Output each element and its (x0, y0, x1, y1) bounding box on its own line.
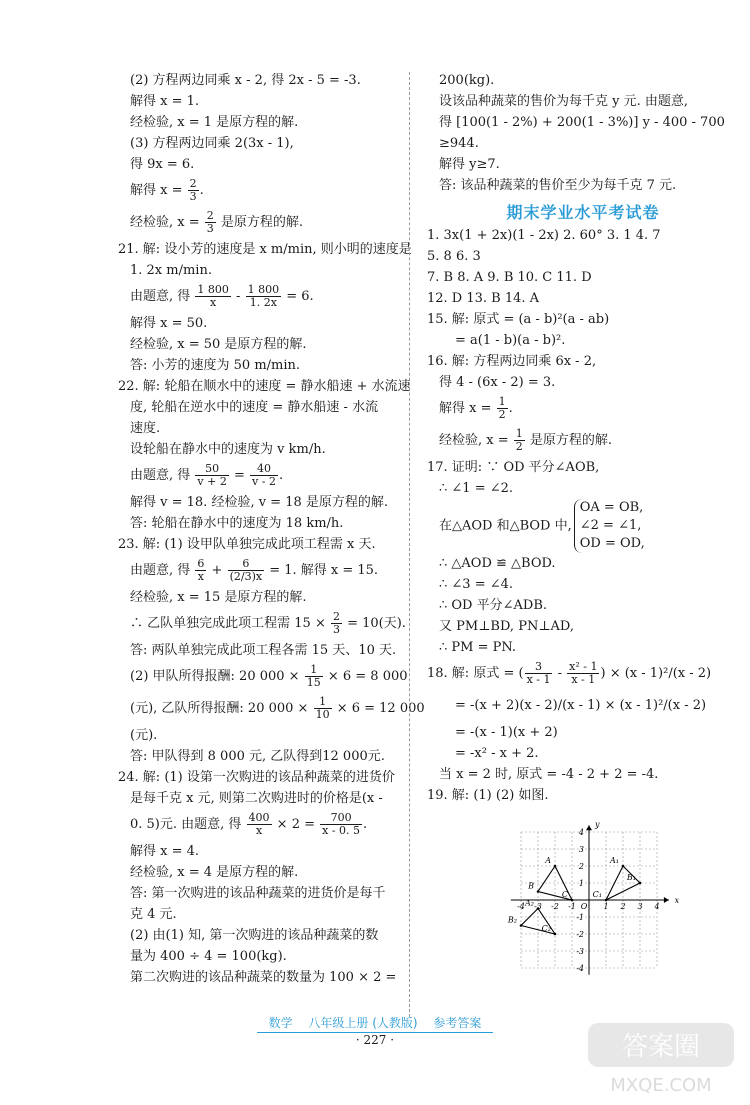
fraction: $\frac{40}{v - 2}$ (252, 462, 276, 488)
text-line: = -x² - x + 2. (455, 746, 539, 761)
text-line: 由题意, 得 $\frac{1 800}{x}$ - $\frac{1 800}{1. 2x}$ = 6. (130, 283, 314, 309)
text-line: 由题意, 得 $\frac{50}{v + 2}$ = $\frac{40}{v - 2}$ . (130, 462, 284, 488)
x-tick-label: -3 (534, 902, 542, 911)
fraction: $\frac{1}{2}$ (498, 395, 506, 421)
fraction: $\frac{\text{x² - 1}}{x - 1}$ (569, 660, 598, 686)
fraction: $\frac{1 800}{x}$ (197, 283, 229, 309)
text-line: = a(1 - b)(a - b)². (455, 333, 566, 348)
watermark-logo (586, 1019, 736, 1099)
fraction: $\frac{2}{3}$ (332, 610, 340, 636)
graph-axes (511, 825, 669, 975)
text-line: 又 PM⊥BD, PN⊥AD, (439, 619, 575, 634)
text-line: 速度. (130, 421, 161, 436)
fraction: $\frac{6}{x}$ (197, 557, 205, 583)
x-tick-label: 4 (654, 902, 660, 911)
text-line: ∴ OD 平分∠ADB. (439, 598, 548, 613)
text-line: 经检验, x = 15 是原方程的解. (130, 590, 307, 605)
text-line: 0. 5)元. 由题意, 得 $\frac{400}{x}$ × 2 = $\frac{700}{x - 0. 5}$ . (130, 811, 368, 837)
text-line: 经检验, x = $\frac{1}{2}$ 是原方程的解. (439, 427, 613, 453)
x-tick-label: 1 (603, 902, 609, 911)
text-line: 得 9x = 6. (130, 157, 195, 172)
y-tick-label: -2 (576, 930, 584, 939)
text-line: 24. 解: (1) 设第一次购进的该品种蔬菜的进货价 (118, 770, 395, 785)
y-axis-label: y (595, 820, 600, 830)
point-label: B₁ (626, 873, 636, 882)
graph-point (554, 933, 557, 936)
graph-point (554, 865, 557, 868)
text-line: = -(x + 2)(x - 2)/(x - 1) × (x - 1)²/(x - 2) (455, 698, 707, 713)
text-line: 解得 x = 50. (130, 316, 208, 331)
text-line: 22. 解: 轮船在顺水中的速度 = 静水船速 + 水流速 (118, 379, 411, 394)
text-line: 解得 y≥7. (439, 157, 500, 172)
text-line: 第二次购进的该品种蔬菜的数量为 100 × 2 = (130, 970, 397, 985)
right-column-bottom (427, 225, 739, 806)
text-line: ∴ 乙队单独完成此项工程需 15 × $\frac{2}{3}$ = 10(天). (130, 610, 406, 636)
x-tick-label: -4 (517, 902, 525, 911)
text-line: 18. 解: 原式 = ( $\frac{3}{x - 1}$ - $\frac{\text{x² - 1}}{x - 1}$ ) × (x - 1)²/(x - 2) (427, 660, 712, 686)
fraction: $\frac{1}{2}$ (515, 427, 523, 453)
footer-answers: 参考答案 (433, 1016, 482, 1030)
text-line: 得 4 - (6x - 2) = 3. (439, 375, 556, 390)
fraction: $\frac{400}{x}$ (248, 811, 270, 837)
point-label: A₂ (525, 898, 534, 908)
fraction: $\frac{1}{15}$ (306, 663, 321, 689)
footer-grade: 八年级上册 (人教版) (308, 1016, 418, 1030)
point-label: C₁ (592, 890, 602, 899)
text-line: ∴ PM = PN. (439, 640, 517, 655)
text-line: 答: 该品种蔬菜的售价至少为每千克 7 元. (439, 178, 677, 193)
text-line: 7. B 8. A 9. B 10. C 11. D (427, 270, 592, 285)
coordinate-graph (494, 820, 684, 1000)
x-tick-label: -2 (551, 902, 559, 911)
text-line: 解得 x = 1. (130, 94, 200, 109)
text-line: 答: 轮船在静水中的速度为 18 km/h. (130, 516, 344, 531)
fraction: $\frac{2}{3}$ (189, 177, 197, 203)
y-tick-label: -1 (576, 913, 584, 922)
text-line: 答: 甲队得到 8 000 元, 乙队得到12 000元. (130, 749, 385, 764)
text-line: (元), 乙队所得报酬: 20 000 × $\frac{1}{10}$ × 6 = 12 000 (130, 695, 425, 721)
svg-text:MXQE.COM: MXQE.COM (610, 1075, 712, 1096)
graph-point (622, 865, 625, 868)
text-line: 答: 小芳的速度为 50 m/min. (130, 358, 301, 373)
fraction: $\frac{1 800}{1. 2x}$ (247, 283, 280, 309)
text-line: 经检验, x = $\frac{2}{3}$ 是原方程的解. (130, 209, 304, 235)
text-line: 23. 解: (1) 设甲队单独完成此项工程需 x 天. (118, 537, 376, 552)
text-line: 是每千克 x 元, 则第二次购进时的价格是(x - (130, 791, 383, 806)
text-line: = -(x - 1)(x + 2) (455, 725, 558, 740)
y-tick-label: 3 (578, 845, 584, 854)
text-line: 5. 8 6. 3 (427, 249, 481, 264)
text-line: 量为 400 ÷ 4 = 100(kg). (130, 949, 287, 964)
text-line: 解得 x = $\frac{2}{3}$ . (130, 177, 204, 203)
text-line: 1. 2x m/min. (130, 263, 212, 278)
graph-point (520, 924, 523, 927)
point-label: A₁ (610, 856, 619, 865)
right-column (427, 70, 739, 806)
text-line: 在△AOD 和△BOD 中, OA = OB, ∠2 = ∠1, OD = OD, (439, 500, 645, 551)
left-column (118, 70, 425, 988)
text-line: 解得 v = 18. 经检验, v = 18 是原方程的解. (130, 495, 389, 510)
text-line: (2) 由(1) 知, 第一次购进的该品种蔬菜的数 (130, 928, 379, 943)
graph-point (605, 899, 608, 902)
graph-point (571, 899, 574, 902)
brace-group: OA = OB, ∠2 = ∠1, OD = OD, (574, 499, 645, 553)
right-column-top (427, 70, 739, 196)
text-line: 19. 解: (1) (2) 如图. (427, 788, 549, 803)
svg-text:答案圈: 答案圈 (621, 1032, 701, 1062)
text-line: 经检验, x = 1 是原方程的解. (130, 115, 299, 130)
text-line: (2) 甲队所得报酬: 20 000 × $\frac{1}{15}$ × 6 = 8 000 (130, 663, 408, 689)
text-line: ∴ ∠3 = ∠4. (439, 577, 514, 592)
fraction: $\frac{700}{x - 0. 5}$ (322, 811, 361, 837)
fraction: $\frac{3}{x - 1}$ (526, 660, 551, 686)
footer-subject: 数学 (268, 1016, 293, 1030)
text-line: 解得 x = $\frac{1}{2}$ . (439, 395, 513, 421)
text-line: (3) 方程两边同乘 2(3x - 1), (130, 136, 294, 151)
x-tick-label: -1 (568, 902, 576, 911)
text-line: ∴ △AOD ≌ △BOD. (439, 556, 556, 571)
origin-label: O (580, 902, 588, 911)
fraction: $\frac{1}{10}$ (315, 695, 330, 721)
text-line: 设轮船在静水中的速度为 v km/h. (130, 442, 326, 457)
text-line: 经检验, x = 50 是原方程的解. (130, 337, 307, 352)
text-line: 得 [100(1 - 2%) + 200(1 - 3%)] y - 400 - 700 (439, 115, 725, 130)
point-label: B₂ (507, 915, 517, 925)
point-label: A (545, 856, 551, 865)
text-line: 克 4 元. (130, 907, 177, 922)
text-line: (元). (130, 728, 158, 743)
text-line: 当 x = 2 时, 原式 = -4 - 2 + 2 = -4. (439, 767, 659, 782)
x-tick-label: 3 (637, 902, 643, 911)
point-label: B (528, 881, 534, 891)
point-label: C (561, 890, 568, 899)
text-line: 解得 x = 4. (130, 844, 200, 859)
y-arrow (586, 825, 592, 830)
text-line: 度, 轮船在逆水中的速度 = 静水船速 - 水流 (130, 400, 379, 415)
page-number: · 227 · (355, 1033, 395, 1047)
text-line: 1. 3x(1 + 2x)(1 - 2x) 2. 60° 3. 1 4. 7 (427, 228, 661, 243)
text-line: 16. 解: 方程两边同乘 6x - 2, (427, 354, 597, 369)
fraction: $\frac{50}{v + 2}$ (197, 462, 227, 488)
graph-point (537, 890, 540, 893)
point-label: C₂ (541, 924, 551, 933)
text-line: 由题意, 得 $\frac{6}{x}$ + $\frac{6}{(2/3)x}$ = 1. 解得 x = 15. (130, 557, 379, 583)
x-arrow (664, 897, 669, 903)
y-tick-label: 1 (578, 879, 584, 888)
text-line: 21. 解: 设小芳的速度是 x m/min, 则小明的速度是 (118, 242, 412, 257)
x-axis-label: x (674, 896, 680, 905)
text-line: 经检验, x = 4 是原方程的解. (130, 865, 299, 880)
fraction: $\frac{2}{3}$ (206, 209, 214, 235)
y-tick-label: -3 (576, 947, 584, 956)
column-divider (409, 72, 410, 1017)
y-tick-label: 2 (578, 862, 584, 871)
text-line: 设该品种蔬菜的售价为每千克 y 元. 由题意, (439, 94, 689, 109)
graph-labels (507, 820, 680, 973)
text-line: ∴ ∠1 = ∠2. (439, 481, 514, 496)
text-line: 200(kg). (439, 73, 495, 88)
section-title: 期末学业水平考试卷 (506, 203, 660, 222)
text-line: 17. 证明: ∵ OD 平分∠AOB, (427, 460, 600, 475)
y-tick-label: 4 (578, 828, 584, 837)
y-tick-label: -4 (576, 964, 584, 973)
text-line: 12. D 13. B 14. A (427, 291, 540, 306)
text-line: (2) 方程两边同乘 x - 2, 得 2x - 5 = -3. (130, 73, 361, 88)
fraction: $\frac{6}{(2/3)x}$ (229, 557, 263, 583)
text-line: ≥944. (439, 136, 479, 151)
text-line: 答: 两队单独完成此项工程各需 15 天、10 天. (130, 643, 397, 658)
text-line: 15. 解: 原式 = (a - b)²(a - ab) (427, 312, 610, 327)
x-tick-label: 2 (620, 902, 626, 911)
text-line: 答: 第一次购进的该品种蔬菜的进货价是每千 (130, 886, 386, 901)
graph-point (639, 882, 642, 885)
footer-bar (257, 1014, 494, 1033)
